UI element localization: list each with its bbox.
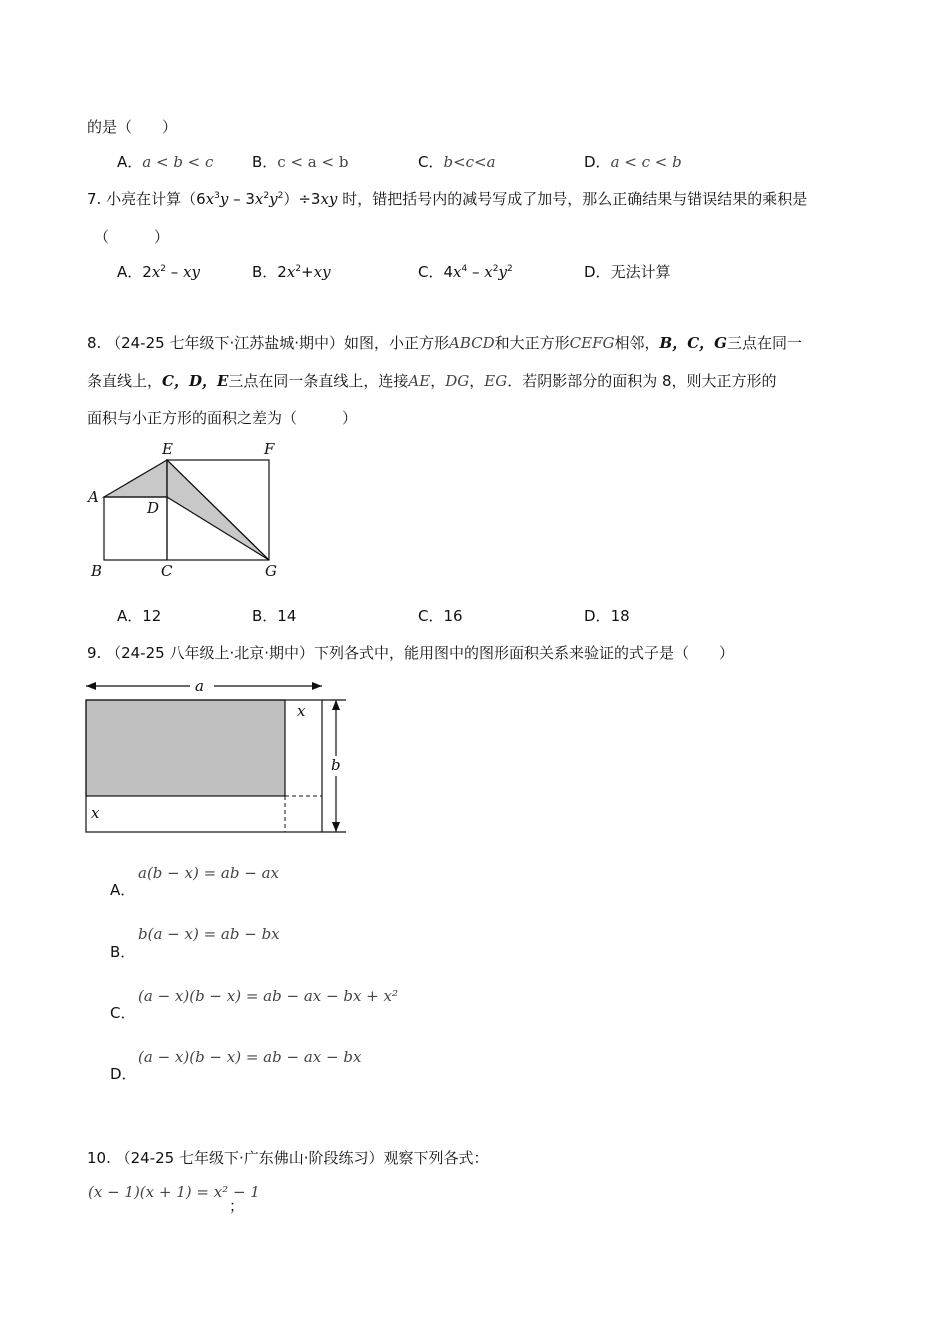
label-x-bottom: x [91,804,100,822]
q8-stem-line3: 面积与小正方形的面积之差为（ ） [87,409,358,427]
label-D: D [147,499,160,517]
option-expr: a < b < c [142,153,214,171]
option-letter: D． [584,153,611,171]
question-number: 7. [87,190,102,208]
q10-expr-1: (x − 1)(x + 1) = x² − 1 [88,1183,260,1201]
q9-option-c-expr: (a − x)(b − x) = ab − ax − bx + x² [138,987,398,1005]
label-x-top: x [297,702,306,720]
label-F: F [264,440,275,458]
option-letter: C． [418,153,444,171]
q9-figure [80,672,355,838]
label-b: b [331,756,341,774]
q9-option-d[interactable]: D． [110,1065,137,1083]
label-G: G [265,562,277,580]
q9-option-a-expr: a(b − x) = ab − ax [138,864,279,882]
option-expr: b<c<a [443,153,496,171]
q10-stem: 10. （24-25 七年级下·广东佛山·阶段练习）观察下列各式： [87,1149,489,1167]
q9-option-d-expr: (a − x)(b − x) = ab − ax − bx [138,1048,362,1066]
q9-option-b-expr: b(a − x) = ab − bx [138,925,280,943]
q7-option-b[interactable]: B．$2x^2+xy$ [252,263,331,281]
shaded-rect [86,700,285,796]
label-E: E [162,440,173,458]
q8-stem-line2: 条直线上，C，D，E三点在同一条直线上，连接AE，DG，EG．若阴影部分的面积为 8，则大正方形的 [87,372,777,390]
label-C: C [161,562,173,580]
q9-stem: 9. （24-25 八年级上·北京·期中）下列各式中，能用图中的图形面积关系来验证的式子是（ ） [87,644,735,662]
q6-option-a[interactable] [117,152,213,172]
q8-option-a[interactable]: A．12 [117,607,162,625]
q8-stem-line1: 8. （24-25 七年级下·江苏盐城·期中）如图，小正方形ABCD和大正方形CEFG相邻，B，C，G三点在同一 [87,334,802,352]
label-a: a [195,677,204,695]
q7-option-d[interactable]: D．无法计算 [584,263,671,281]
option-letter: B． [252,153,278,171]
q7-stem: 7. 小亮在计算$(6x^3y - 3x^2y^2)\div 3xy$ 时，错把括号内的减号写成了加号，那么正确结果与错误结果的乘积是 [87,190,808,208]
q6-option-b[interactable] [252,152,348,172]
q7-option-c[interactable]: C．$4x^4 - x^2y^2$ [418,263,513,281]
q10-punct: ； [229,1197,245,1215]
option-letter: A． [117,153,143,171]
q7-option-a[interactable]: A．$2x^2$ – xy [117,263,200,281]
q6-tail: 的是（ ） [87,118,178,136]
q8-figure [80,436,295,584]
q8-option-d[interactable]: D．18 [584,607,630,625]
shaded-triangle-aed [104,460,167,497]
q7-answer-paren: （ ） [94,228,170,246]
label-B: B [91,562,103,580]
q9-option-c[interactable]: C． [110,1004,136,1022]
q9-option-a[interactable]: A． [110,881,136,899]
option-expr: c < a < b [277,153,349,171]
q9-option-b[interactable]: B． [110,943,136,961]
q8-option-c[interactable]: C．16 [418,607,463,625]
q6-option-c[interactable] [418,152,496,172]
option-expr: a < c < b [610,153,682,171]
q8-option-b[interactable]: B．14 [252,607,297,625]
label-A: A [88,488,99,506]
q6-option-d[interactable] [584,152,682,172]
